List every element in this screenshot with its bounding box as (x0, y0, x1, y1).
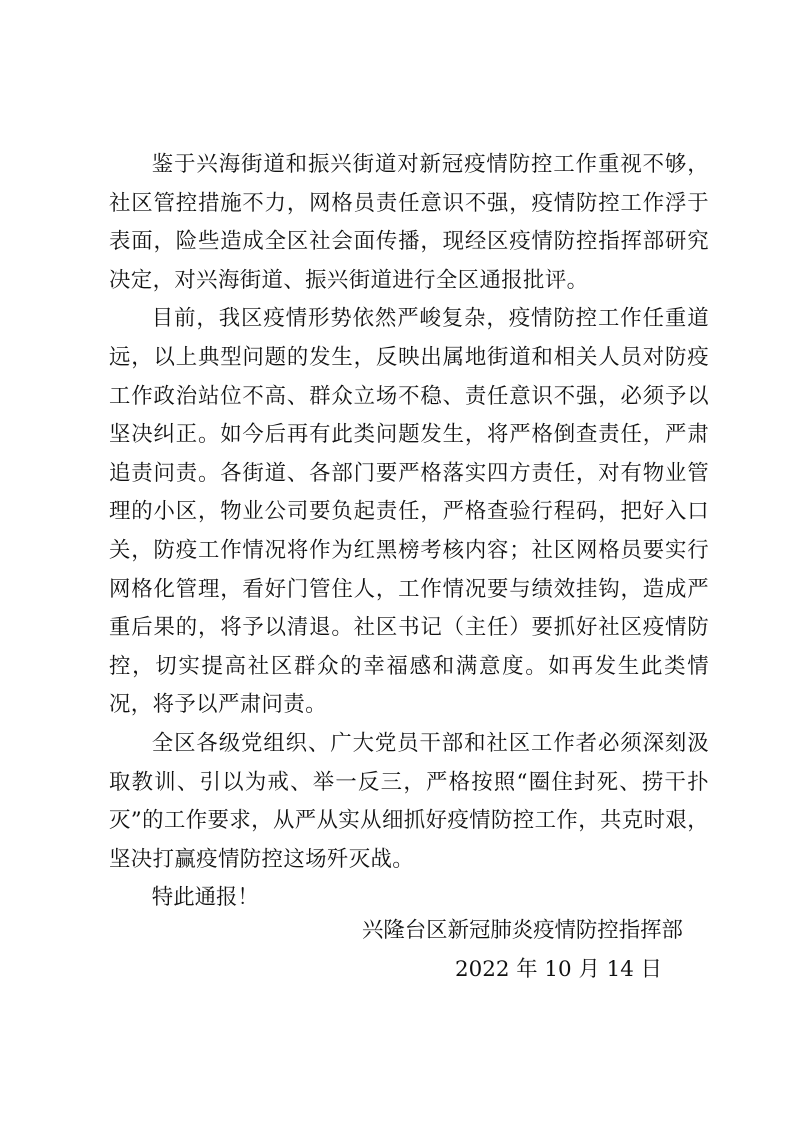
issuer-signature: 兴隆台区新冠肺炎疫情防控指挥部 (362, 918, 683, 943)
issue-date: 2022 年 10 月 14 日 (455, 957, 663, 982)
closing-line: 特此通报！ (151, 885, 259, 911)
paragraph-requirements: 目前，我区疫情形势依然严峻复杂，疫情防控工作任重道远，以上典型问题的发生，反映出属地街道和相关人员对防疫工作政治站位不高、群众立场不稳、责任意识不强，必须予以坚决纠正。如今后再有此类问题发生，将严格倒查责任，严肃追责问责。各街道、各部门要严格落实四方责任，对有物业管理的小区，物业公司要负起责任，严格查验行程码，把好入口关，防疫工作情况将作为红黑榜考核内容；社区网格员要实行网格化管理，看好门管住人，工作情况要与绩效挂钩，造成严重后果的，将予以清退。社区书记（主任）要抓好社区疫情防控，切实提高社区群众的幸福感和满意度。如再发生此类情况，将予以严肃问责。 (109, 306, 709, 718)
paragraph-call-to-action: 全区各级党组织、广大党员干部和社区工作者必须深刻汲取教训、引以为戒、举一反三，严格按照“圈住封死、捞干扑灭”的工作要求，从严从实从细抓好疫情防控工作，共克时艰，坚决打赢疫情防控这场歼灭战。 (109, 730, 709, 872)
paragraph-criticism: 鉴于兴海街道和振兴街道对新冠疫情防控工作重视不够，社区管控措施不力，网格员责任意识不强，疫情防控工作浮于表面，险些造成全区社会面传播，现经区疫情防控指挥部研究决定，对兴海街道、振兴街道进行全区通报批评。 (109, 152, 709, 293)
document-body (109, 146, 709, 918)
